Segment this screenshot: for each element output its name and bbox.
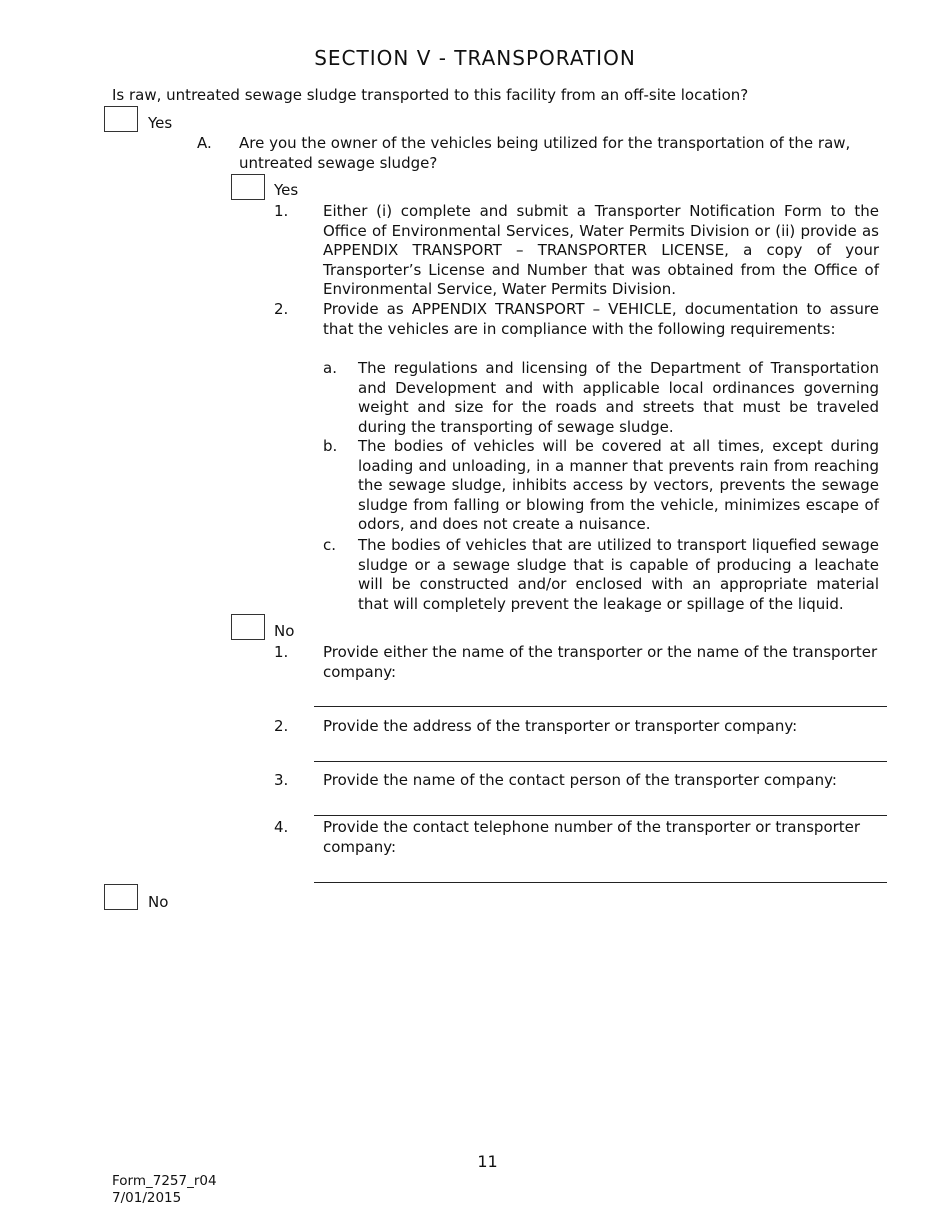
yes-checkbox[interactable]: [104, 106, 138, 132]
owner-no-label: No: [274, 622, 295, 640]
owner-no-item-4-number: 4.: [274, 818, 289, 836]
owner-yes-label: Yes: [274, 181, 299, 199]
requirement-c-text: The bodies of vehicles that are utilized to transport liquefied sewage sludge or a sewage sludge that is capable of producing a leachate will be constructed and/or enclosed with an appropriate material that will completely prevent the leakage or spillage of the liquid.: [358, 536, 879, 613]
owner-no-item-1-text: Provide either the name of the transporter or the name of the transporter company:: [323, 643, 878, 681]
transporter-name-field[interactable]: [314, 706, 887, 707]
no-checkbox[interactable]: [104, 884, 138, 910]
owner-no-item-1-number: 1.: [274, 643, 289, 661]
page-number: 11: [477, 1152, 498, 1171]
yes-label: Yes: [148, 114, 173, 132]
owner-no-item-4-text: Provide the contact telephone number of the transporter or transporter company:: [323, 818, 861, 856]
owner-no-item-2-number: 2.: [274, 717, 289, 735]
contact-person-field[interactable]: [314, 815, 887, 816]
main-question: Is raw, untreated sewage sludge transported to this facility from an off-site location?: [112, 86, 749, 104]
section-title: SECTION V - TRANSPORATION: [314, 46, 636, 70]
owner-yes-item-2-text: Provide as APPENDIX TRANSPORT – VEHICLE, documentation to assure that the vehicles are in compliance with the following requirements:: [323, 300, 879, 338]
owner-yes-item-1-number: 1.: [274, 202, 289, 220]
question-a-marker: A.: [197, 134, 212, 152]
question-a-text: Are you the owner of the vehicles being utilized for the transportation of the raw, untreated sewage sludge?: [239, 134, 851, 172]
requirement-b-text: The bodies of vehicles will be covered at all times, except during loading and unloading, in a manner that prevents rain from reaching the sewage sludge, inhibits access by vectors, prevents the sewage sludge from falling or blowing from the vehicle, minimizes escape of odors, and does not create a nuisance.: [358, 437, 879, 534]
owner-yes-checkbox[interactable]: [231, 174, 265, 200]
form-id: Form_7257_r04: [112, 1173, 217, 1189]
form-date: 7/01/2015: [112, 1190, 182, 1206]
requirement-b-letter: b.: [323, 437, 338, 455]
requirement-a-letter: a.: [323, 359, 337, 377]
transporter-address-field[interactable]: [314, 761, 887, 762]
owner-no-item-2-text: Provide the address of the transporter or transporter company:: [323, 717, 798, 735]
requirement-a-text: The regulations and licensing of the Department of Transportation and Development and with applicable local ordinances governing weight and size for the roads and streets that must be traveled during the transporting of sewage sludge.: [358, 359, 879, 436]
owner-yes-item-1-text: Either (i) complete and submit a Transporter Notification Form to the Office of Environmental Services, Water Permits Division or (ii) provide as APPENDIX TRANSPORT – TRANSPORTER LICENSE, a copy of your Transporter’s License and Number that was obtained from the Office of Environmental Service, Water Permits Division.: [323, 202, 879, 299]
contact-telephone-field[interactable]: [314, 882, 887, 883]
owner-no-item-3-number: 3.: [274, 771, 289, 789]
no-label: No: [148, 893, 169, 911]
owner-no-checkbox[interactable]: [231, 614, 265, 640]
owner-yes-item-2-number: 2.: [274, 300, 289, 318]
owner-no-item-3-text: Provide the name of the contact person of the transporter company:: [323, 771, 837, 789]
requirement-c-letter: c.: [323, 536, 337, 554]
